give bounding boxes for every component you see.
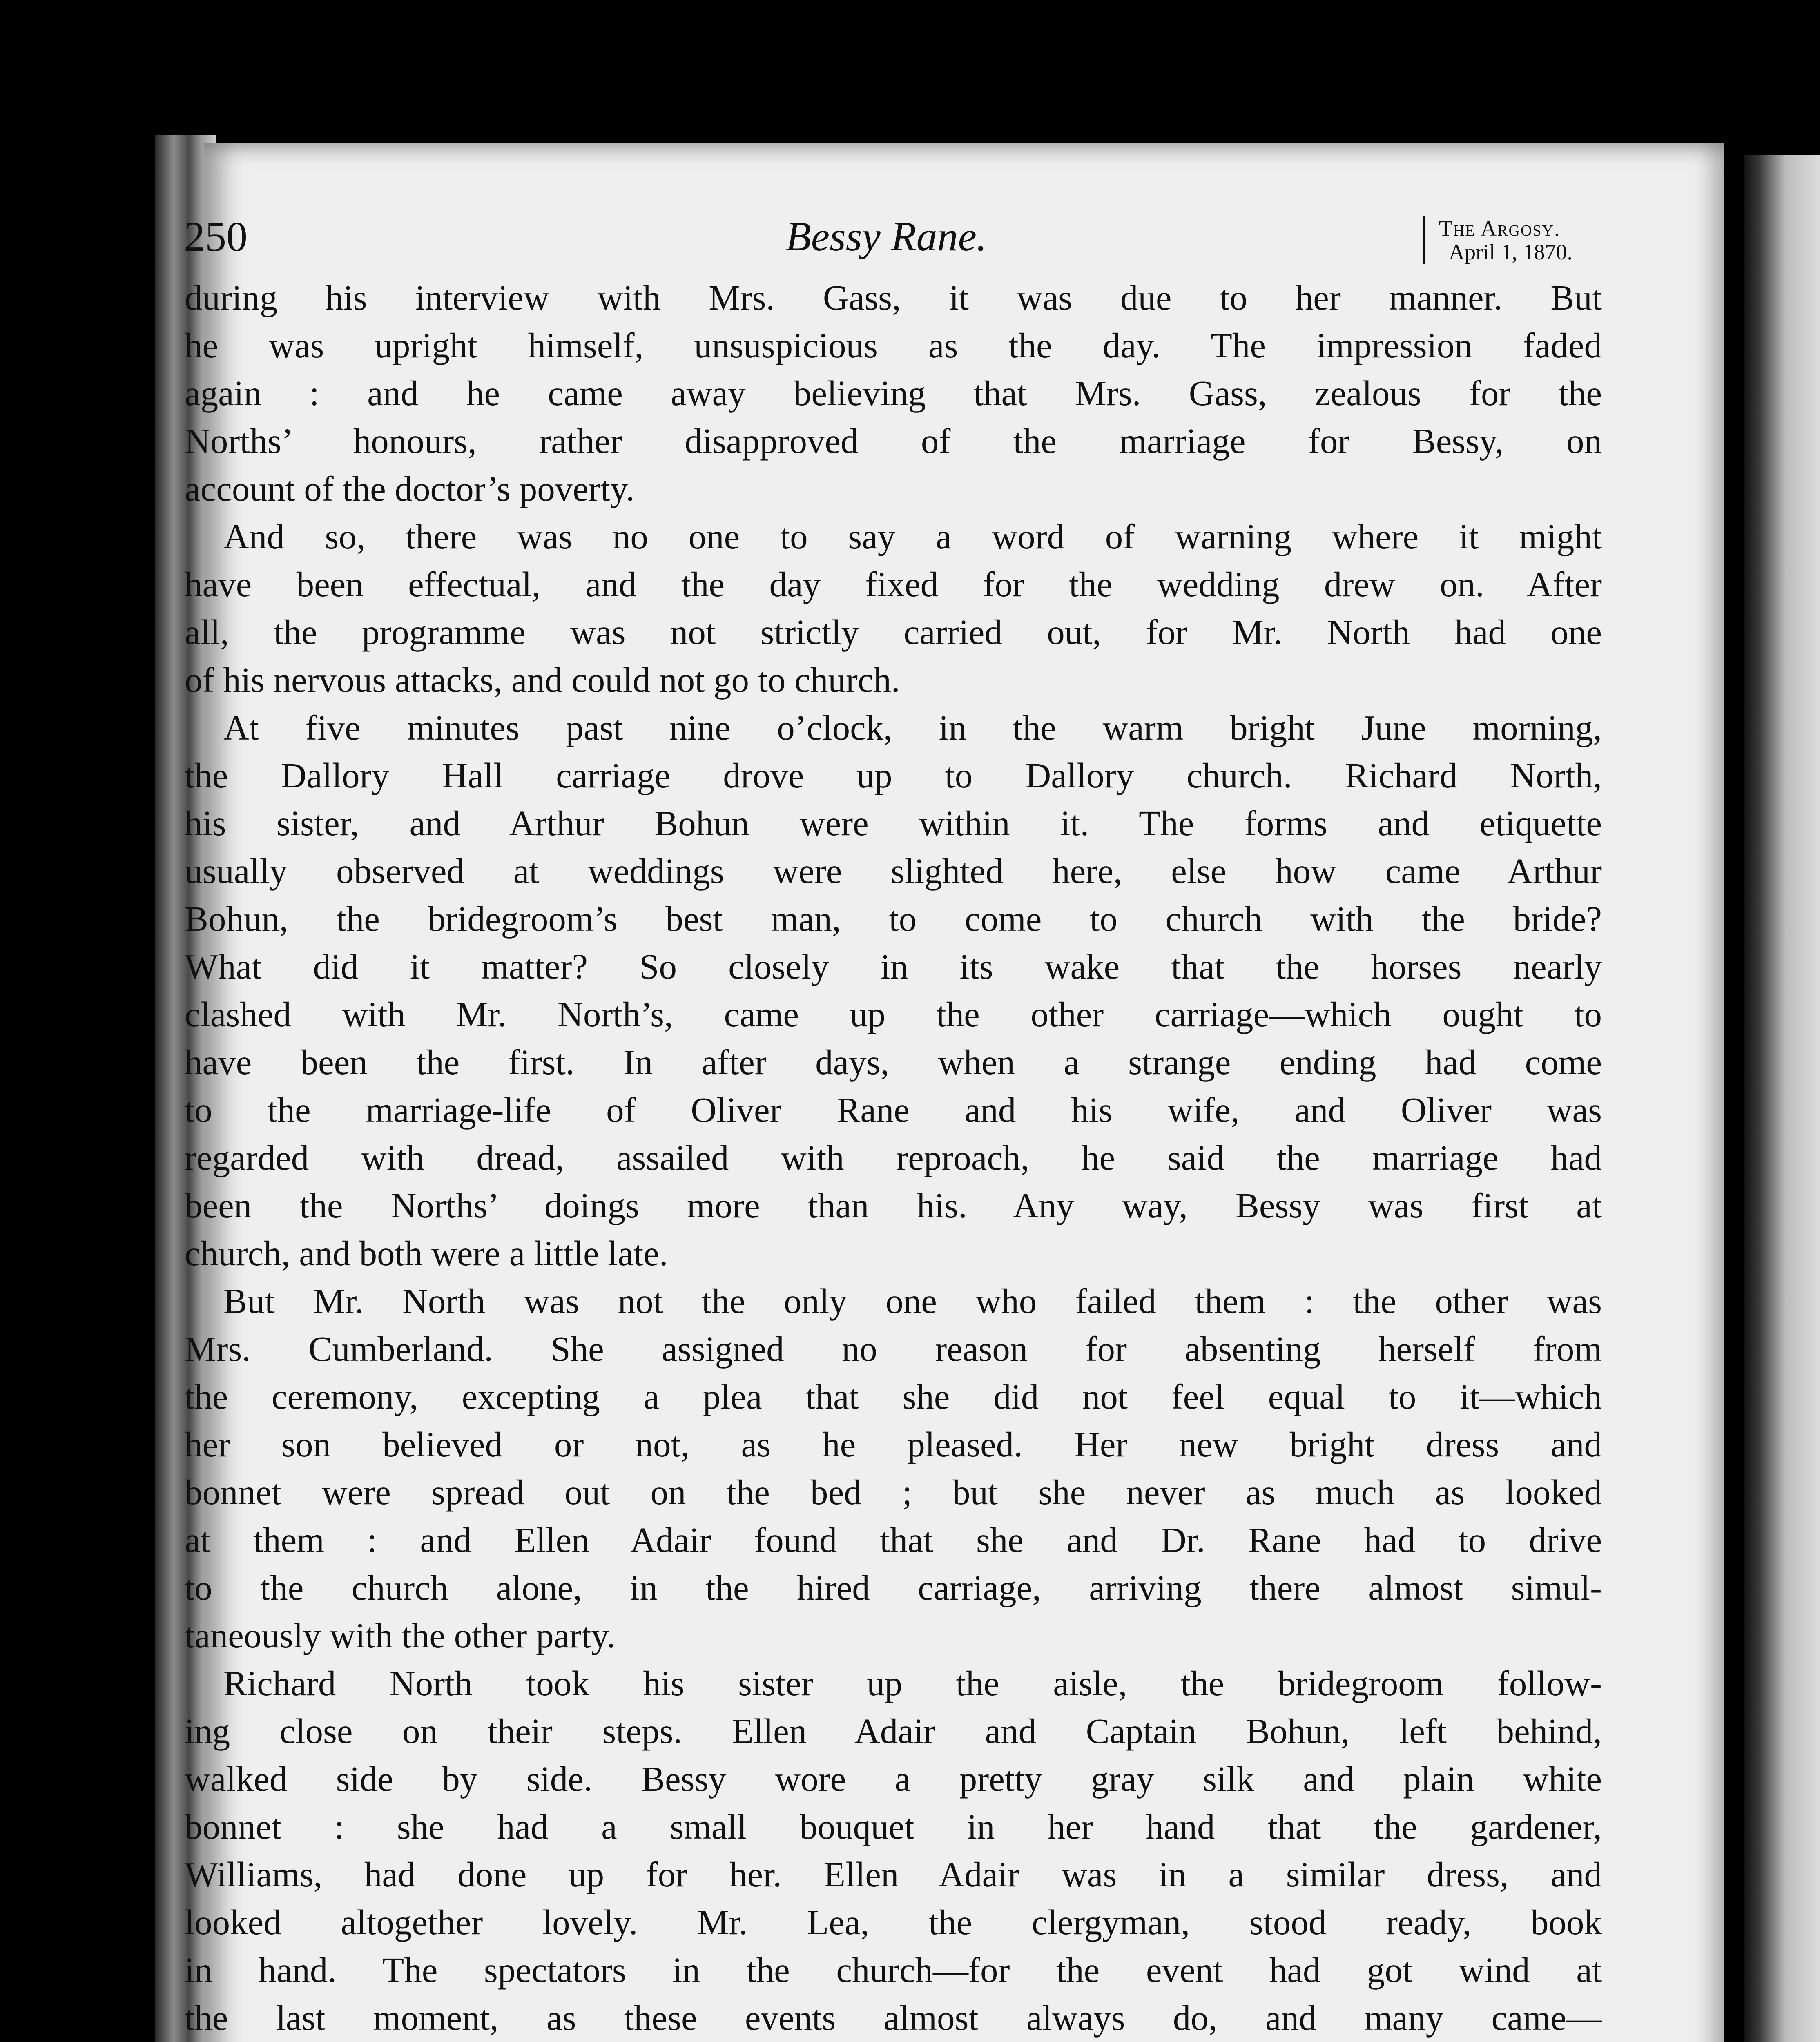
text-line: What did it matter? So closely in its wake that the horses nearly <box>185 947 1602 986</box>
source-date: April 1, 1870. <box>1449 240 1572 264</box>
text-line: the last moment, as these events almost always do, and many came— <box>185 1998 1602 2038</box>
facing-page-edge <box>1744 155 1820 2042</box>
text-line: have been the first. In after days, when a strange ending had come <box>185 1042 1602 1082</box>
text-line: during his interview with Mrs. Gass, it was due to her manner. But <box>185 278 1602 317</box>
paragraph <box>185 704 1602 1277</box>
text-line: all, the programme was not strictly carried out, for Mr. North had one <box>185 612 1602 652</box>
text-line: At five minutes past nine o’clock, in the warm bright June morning, <box>223 708 1602 747</box>
paragraph <box>185 1659 1602 2042</box>
text-line: taneously with the other party. <box>185 1616 616 1655</box>
page-number: 250 <box>184 213 248 260</box>
text-line: his sister, and Arthur Bohun were within it. The forms and etiquette <box>185 803 1602 843</box>
paragraph <box>185 513 1602 704</box>
text-line: the Dallory Hall carriage drove up to Dallory church. Richard North, <box>185 756 1602 795</box>
text-line: Norths’ honours, rather disapproved of the marriage for Bessy, on <box>185 421 1602 461</box>
text-line: again : and he came away believing that Mrs. Gass, zealous for the <box>185 373 1602 413</box>
paragraph <box>185 274 1602 513</box>
text-line: But Mr. North was not the only one who failed them : the other was <box>223 1281 1602 1321</box>
text-line: Bohun, the bridegroom’s best man, to come to church with the bride? <box>185 899 1602 939</box>
text-line: the ceremony, excepting a plea that she did not feel equal to it—which <box>185 1377 1602 1416</box>
text-line: to the church alone, in the hired carriage, arriving there almost simul- <box>185 1568 1602 1607</box>
running-title: Bessy Rane. <box>785 214 987 260</box>
text-line: Mrs. Cumberland. She assigned no reason for absenting herself from <box>185 1329 1602 1369</box>
text-line: been the Norths’ doings more than his. Any way, Bessy was first at <box>185 1186 1602 1225</box>
text-line: have been effectual, and the day fixed for the wedding drew on. After <box>185 564 1602 604</box>
text-line: And so, there was no one to say a word of warning where it might <box>223 517 1602 556</box>
text-line: to the marriage-life of Oliver Rane and his wife, and Oliver was <box>185 1090 1602 1130</box>
text-line: ing close on their steps. Ellen Adair and Captain Bohun, left behind, <box>185 1711 1602 1751</box>
text-line: he was upright himself, unsuspicious as the day. The impression faded <box>185 325 1602 365</box>
text-line: church, and both were a little late. <box>185 1233 668 1273</box>
text-line: regarded with dread, assailed with reproach, he said the marriage had <box>185 1138 1602 1177</box>
text-line: in hand. The spectators in the church—for the event had got wind at <box>185 1950 1602 1990</box>
text-line: of his nervous attacks, and could not go to church. <box>185 660 900 700</box>
text-line: looked altogether lovely. Mr. Lea, the clergyman, stood ready, book <box>185 1902 1602 1942</box>
page-header <box>184 192 1589 282</box>
text-line: walked side by side. Bessy wore a pretty gray silk and plain white <box>185 1759 1602 1799</box>
text-line: bonnet were spread out on the bed ; but she never as much as looked <box>185 1472 1602 1512</box>
text-line: usually observed at weddings were slighted here, else how came Arthur <box>185 851 1602 891</box>
text-line: account of the doctor’s poverty. <box>185 469 635 508</box>
body-text <box>185 274 1602 2042</box>
text-line: Richard North took his sister up the aisle, the bridegroom follow- <box>223 1663 1602 1703</box>
source-note <box>1423 216 1572 264</box>
text-line: at them : and Ellen Adair found that she and Dr. Rane had to drive <box>185 1520 1602 1560</box>
text-line: Williams, had done up for her. Ellen Adair was in a similar dress, and <box>185 1855 1602 1894</box>
paragraph <box>185 1277 1602 1659</box>
text-line: her son believed or not, as he pleased. Her new bright dress and <box>185 1424 1602 1464</box>
source-name: The Argosy. <box>1439 216 1561 241</box>
text-line: clashed with Mr. North’s, came up the other carriage—which ought to <box>185 994 1602 1034</box>
text-line: bonnet : she had a small bouquet in her hand that the gardener, <box>185 1807 1602 1846</box>
